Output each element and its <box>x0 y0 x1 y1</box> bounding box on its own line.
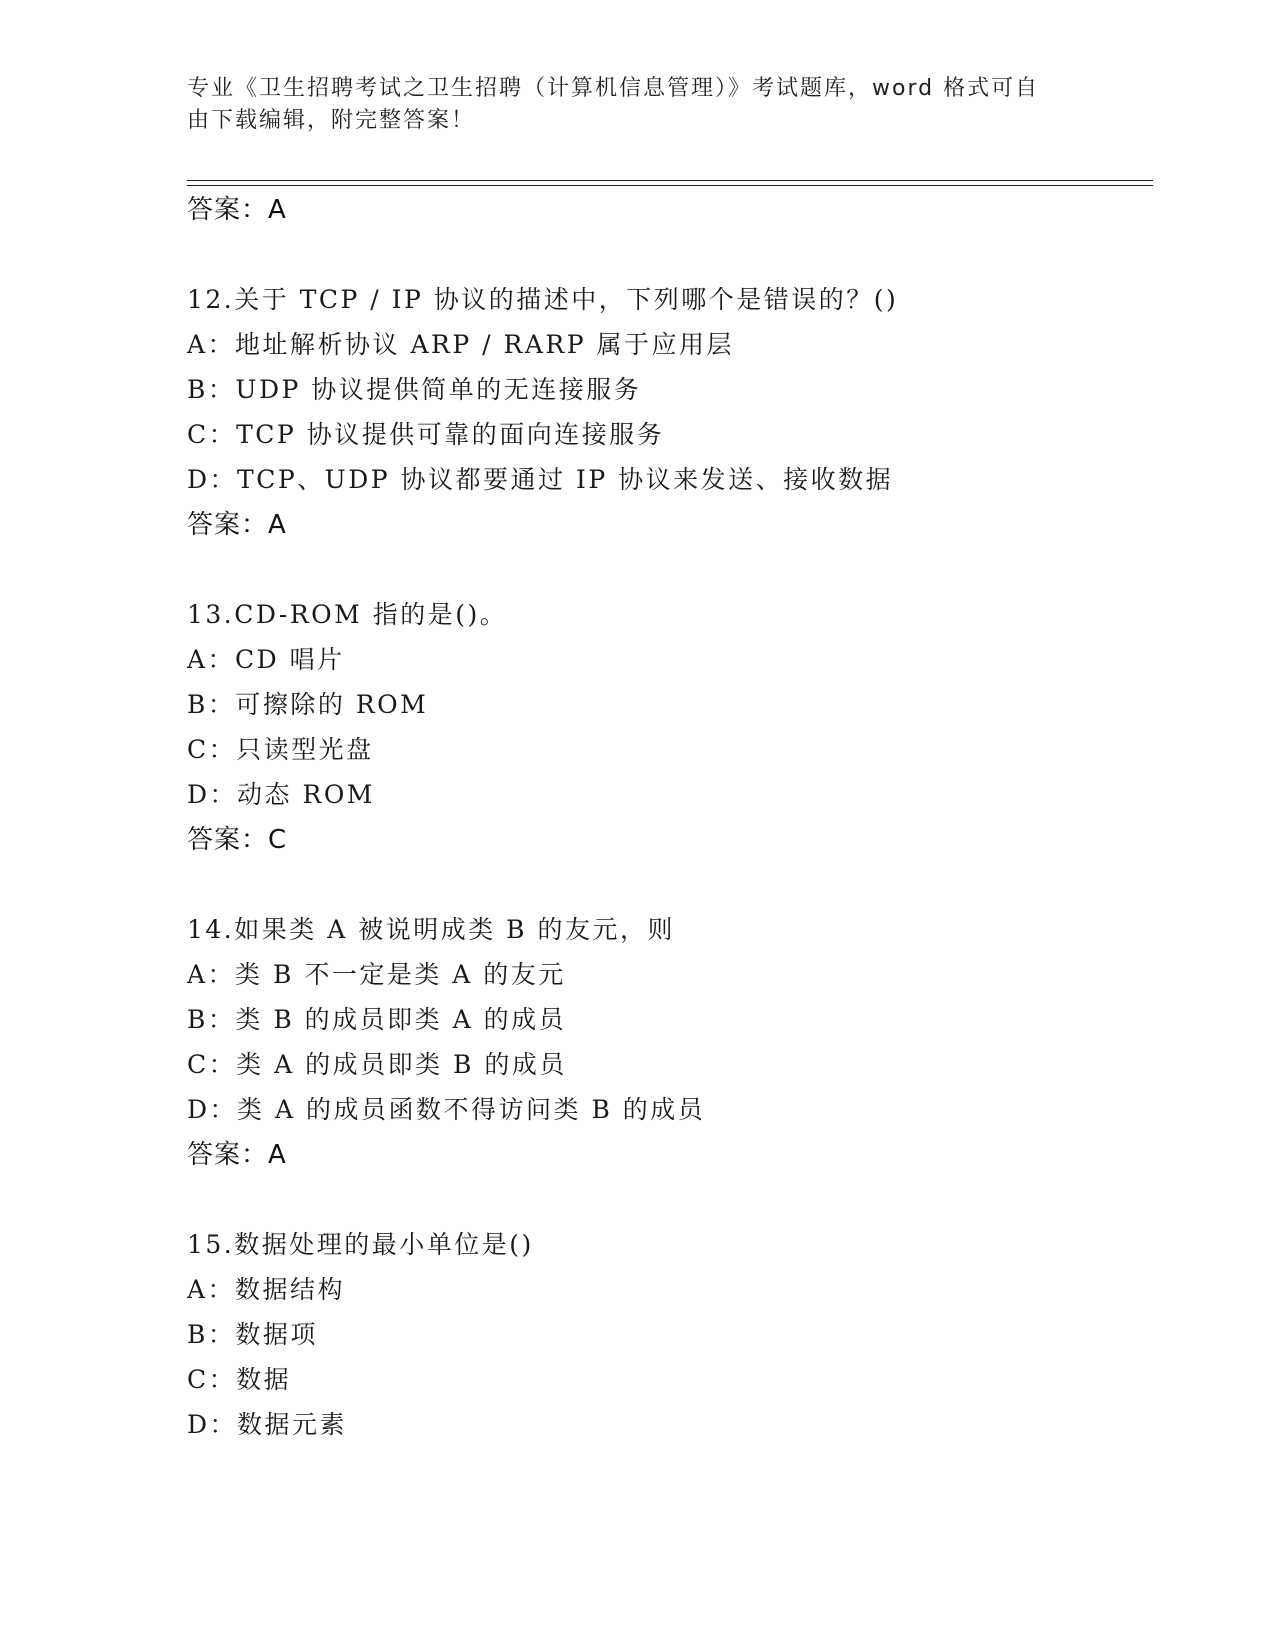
question-14-answer: 答案：A <box>187 1140 287 1170</box>
header-divider-bottom <box>187 185 1153 186</box>
question-13-option-d: D：动态 ROM <box>187 780 375 809</box>
question-12-stem: 12.关于 TCP / IP 协议的描述中，下列哪个是错误的？() <box>187 285 899 314</box>
question-15-option-b: B：数据项 <box>187 1320 318 1349</box>
header-line-2: 由下载编辑，附完整答案！ <box>187 108 476 133</box>
question-12-option-a: A：地址解析协议 ARP / RARP 属于应用层 <box>187 330 734 359</box>
question-15-option-d: D：数据元素 <box>187 1410 348 1439</box>
question-13-stem: 13.CD-ROM 指的是()。 <box>187 600 508 629</box>
header-divider-top <box>187 180 1153 181</box>
question-14-option-b: B：类 B 的成员即类 A 的成员 <box>187 1005 567 1034</box>
question-14-option-a: A：类 B 不一定是类 A 的友元 <box>187 960 566 989</box>
question-14-option-c: C：类 A 的成员即类 B 的成员 <box>187 1050 567 1079</box>
header-line-1: 专业《卫生招聘考试之卫生招聘（计算机信息管理）》考试题库，word 格式可自 <box>187 76 1040 101</box>
question-12-answer: 答案：A <box>187 510 287 540</box>
question-13-option-c: C：只读型光盘 <box>187 735 374 764</box>
question-14-stem: 14.如果类 A 被说明成类 B 的友元，则 <box>187 915 675 944</box>
question-12-option-c: C：TCP 协议提供可靠的面向连接服务 <box>187 420 665 449</box>
question-13-option-a: A：CD 唱片 <box>187 645 345 674</box>
answer-previous: 答案：A <box>187 195 287 225</box>
question-13-option-b: B：可擦除的 ROM <box>187 690 429 719</box>
question-12-option-d: D：TCP、UDP 协议都要通过 IP 协议来发送、接收数据 <box>187 465 894 494</box>
question-15-stem: 15.数据处理的最小单位是() <box>187 1230 534 1259</box>
document-header <box>187 73 1077 137</box>
question-15-option-a: A：数据结构 <box>187 1275 346 1304</box>
question-14-option-d: D：类 A 的成员函数不得访问类 B 的成员 <box>187 1095 706 1124</box>
question-13-answer: 答案：C <box>187 825 288 855</box>
question-15-option-c: C：数据 <box>187 1365 292 1394</box>
question-12-option-b: B：UDP 协议提供简单的无连接服务 <box>187 375 642 404</box>
